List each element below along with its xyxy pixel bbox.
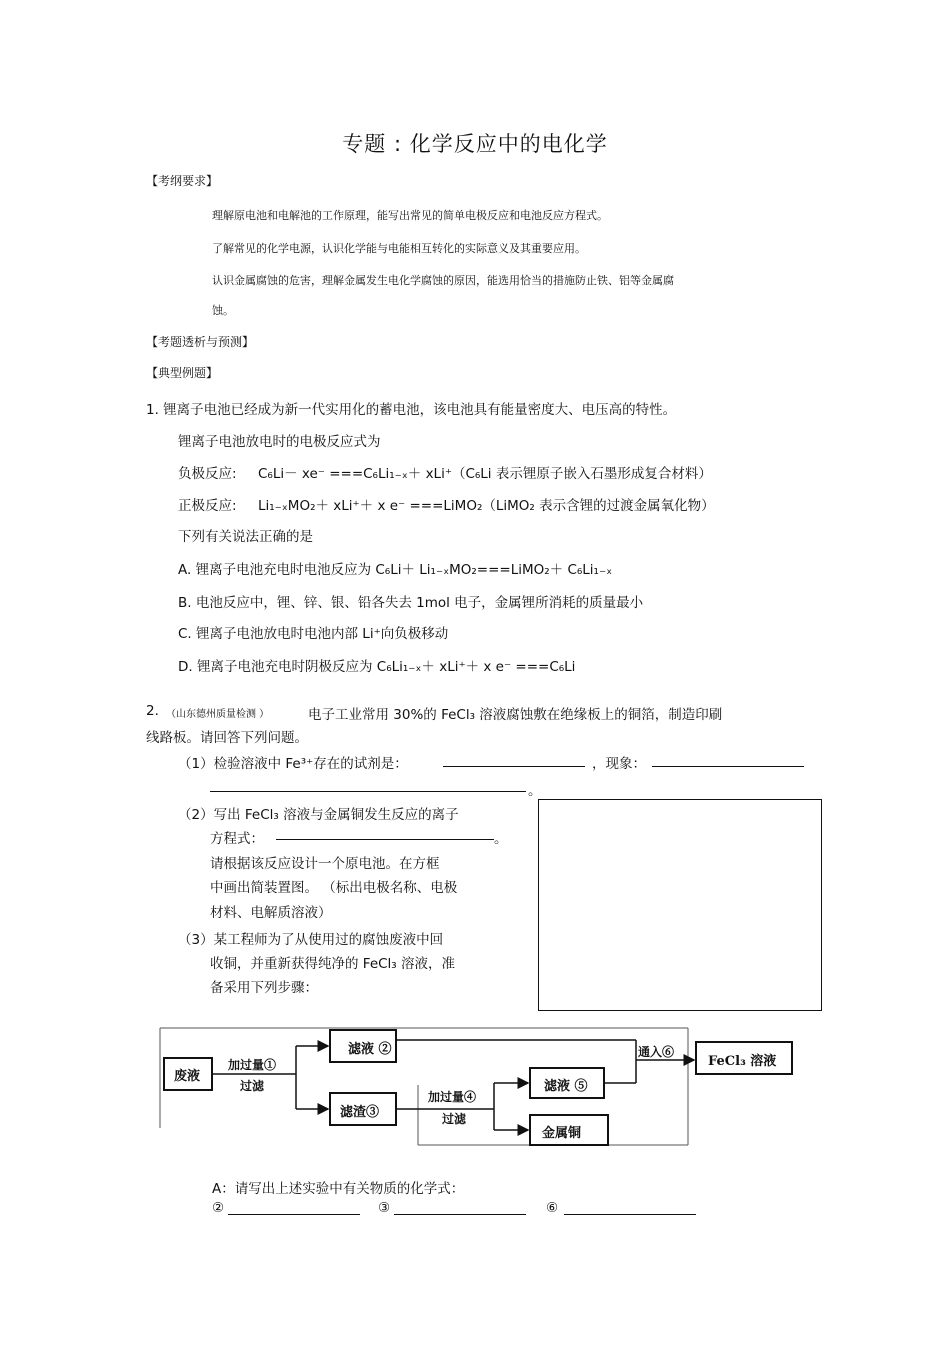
q1-ask: 下列有关说法正确的是 bbox=[178, 529, 313, 545]
q2-source: （山东德州质量检测 ） bbox=[166, 709, 270, 720]
q2-part2-line-5: 材料、电解质溶液） bbox=[210, 905, 332, 921]
answer-blank-6[interactable] bbox=[564, 1200, 696, 1215]
q2-part2-line-3: 请根据该反应设计一个原电池。在方框 bbox=[210, 856, 440, 872]
syllabus-heading: 【考纲要求】 bbox=[146, 174, 219, 188]
q2-part1-end: 。 bbox=[528, 783, 542, 799]
q1-neg-equation: C₆Li－ xe⁻ ===C₆Li₁₋ₓ＋ xLi⁺（C₆Li 表示锂原子嵌入石墨形成复合材料） bbox=[258, 466, 712, 482]
blank-label-2: ② bbox=[212, 1200, 225, 1216]
flow-waste: 废液 bbox=[174, 1069, 201, 1084]
q2-part3-line-3: 备采用下列步骤： bbox=[210, 980, 318, 996]
q1-pos-label: 正极反应: bbox=[178, 498, 237, 514]
q1-pos-equation: Li₁₋ₓMO₂＋ xLi⁺＋ x e⁻ ===LiMO₂（LiMO₂ 表示含锂的过渡金属氧化物） bbox=[258, 498, 715, 514]
flow-step1-a: 加过量① bbox=[228, 1058, 277, 1072]
syllabus-item-1: 理解原电池和电解池的工作原理，能写出常见的简单电极反应和电池反应方程式。 bbox=[212, 209, 608, 222]
q2-part1-a: （1）检验溶液中 Fe³⁺存在的试剂是： bbox=[178, 756, 408, 772]
q2-part2-line-4: 中画出简装置图。 （标出电极名称、电极 bbox=[210, 880, 458, 896]
q1-neg-label: 负极反应: bbox=[178, 466, 237, 482]
blank-label-6: ⑥ bbox=[546, 1200, 559, 1216]
flow-step4-b: 过滤 bbox=[442, 1112, 467, 1126]
blank-label-3: ③ bbox=[378, 1200, 391, 1216]
flow-step4-a: 加过量④ bbox=[428, 1090, 477, 1104]
examples-heading: 【典型例题】 bbox=[146, 366, 219, 380]
answer-blank-3[interactable] bbox=[394, 1200, 526, 1215]
page-title: 专题 : 化学反应中的电化学 bbox=[342, 132, 608, 156]
q1-option-a: A. 锂离子电池充电时电池反应为 C₆Li＋ Li₁₋ₓMO₂===LiMO₂＋ C₆Li₁₋ₓ bbox=[178, 562, 613, 578]
q2-part2-line-1: （2）写出 FeCl₃ 溶液与金属铜发生反应的离子 bbox=[178, 807, 459, 823]
q1-stem: 1. 锂离子电池已经成为新一代实用化的蓄电池，该电池具有能量密度大、电压高的特性。 bbox=[146, 402, 677, 418]
q2-part2-line-2: 方程式： bbox=[210, 831, 264, 847]
q2-number: 2. bbox=[146, 703, 159, 719]
flow-filtrate-5: 滤液 ⑤ bbox=[544, 1079, 588, 1094]
flow-product: FeCl₃ 溶液 bbox=[708, 1054, 777, 1069]
q2-part-a: A：请写出上述实验中有关物质的化学式： bbox=[212, 1181, 465, 1197]
q2-part3-line-2: 收铜，并重新获得纯净的 FeCl₃ 溶液，准 bbox=[210, 956, 456, 972]
flow-copper: 金属铜 bbox=[542, 1126, 582, 1141]
q2-stem-b: 线路板。请回答下列问题。 bbox=[146, 730, 308, 746]
flow-residue-3: 滤渣③ bbox=[340, 1105, 380, 1120]
q2-stem-a: 电子工业常用 30%的 FeCl₃ 溶液腐蚀敷在绝缘板上的铜箔，制造印刷 bbox=[308, 707, 723, 723]
flow-step1-b: 过滤 bbox=[240, 1079, 265, 1093]
q2-part3-line-1: （3）某工程师为了从使用过的腐蚀废液中回 bbox=[178, 932, 444, 948]
answer-blank-2[interactable] bbox=[228, 1200, 360, 1215]
syllabus-item-3: 认识金属腐蚀的危害，理解金属发生电化学腐蚀的原因，能选用恰当的措施防止铁、铝等金属腐 bbox=[212, 274, 674, 287]
analysis-heading: 【考题透析与预测】 bbox=[146, 335, 255, 349]
q2-part1-b: ，现象： bbox=[592, 756, 646, 772]
flow-filtrate-2: 滤液 ② bbox=[348, 1042, 392, 1057]
flow-pass-6: 通入⑥ bbox=[638, 1045, 675, 1059]
syllabus-item-4: 蚀。 bbox=[212, 304, 234, 317]
syllabus-item-2: 了解常见的化学电源，认识化学能与电能相互转化的实际意义及其重要应用。 bbox=[212, 242, 586, 255]
q2-part2-end: 。 bbox=[494, 831, 508, 847]
q1-option-c: C. 锂离子电池放电时电池内部 Li⁺向负极移动 bbox=[178, 626, 449, 642]
q1-option-b: B. 电池反应中，锂、锌、银、铅各失去 1mol 电子，金属锂所消耗的质量最小 bbox=[178, 595, 644, 611]
q1-option-d: D. 锂离子电池充电时阴极反应为 C₆Li₁₋ₓ＋ xLi⁺＋ x e⁻ ===C₆Li bbox=[178, 659, 576, 675]
q1-intro: 锂离子电池放电时的电极反应式为 bbox=[178, 434, 381, 450]
